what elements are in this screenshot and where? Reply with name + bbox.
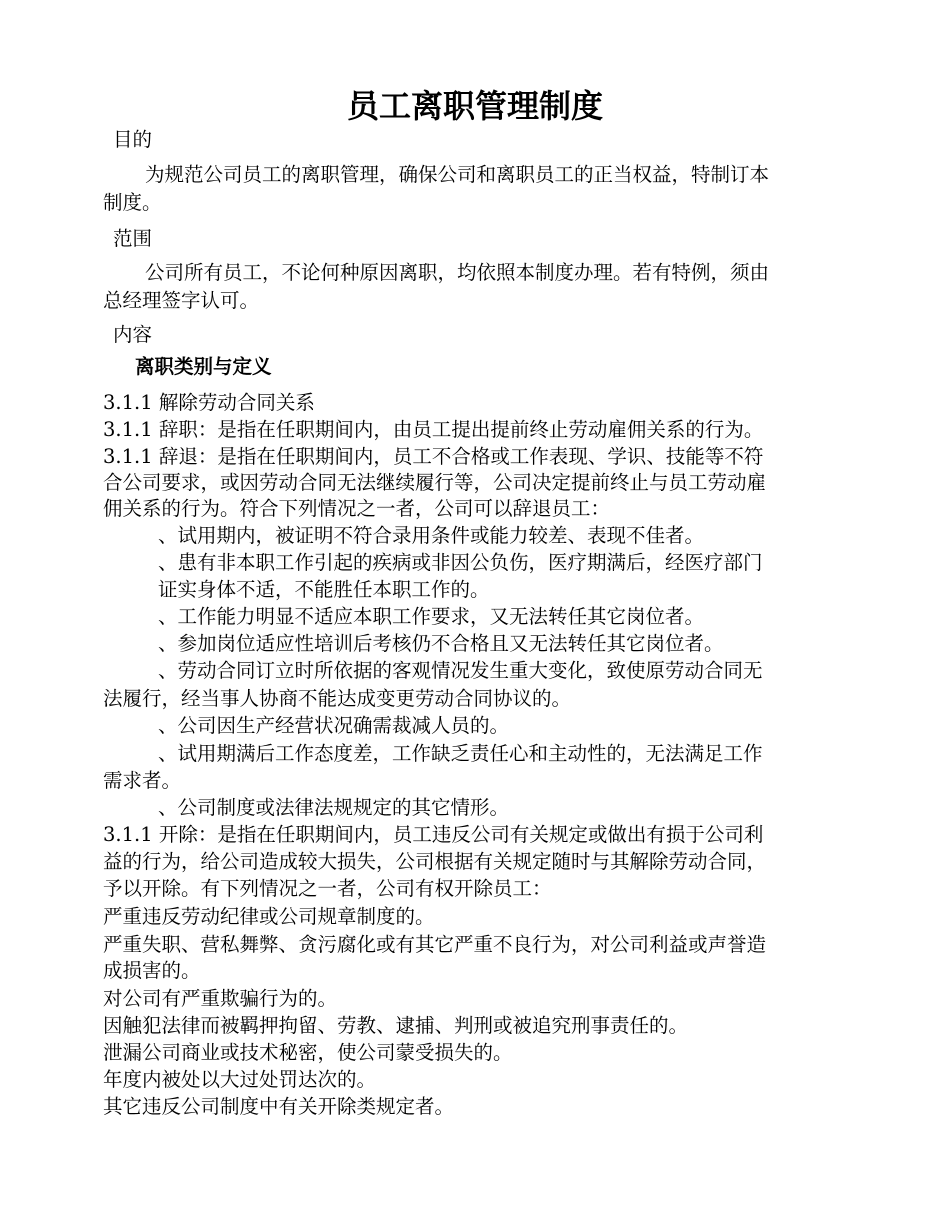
dismissal-item: 、参加岗位适应性培训后考核仍不合格且又无法转任其它岗位者。 bbox=[158, 632, 724, 655]
expulsion-item: 严重违反劳动纪律或公司规章制度的。 bbox=[103, 905, 435, 928]
subheading-separation-types: 离职类别与定义 bbox=[135, 355, 272, 378]
section-heading-content: 内容 bbox=[113, 323, 153, 346]
dismissal-item-continued: 法履行，经当事人协商不能达成变更劳动合同协议的。 bbox=[103, 687, 572, 710]
dismissal-item: 、试用期内，被证明不符合录用条件或能力较差、表现不佳者。 bbox=[158, 524, 705, 547]
dismissal-item-continued: 需求者。 bbox=[103, 769, 182, 792]
scope-line-2: 总经理签字认可。 bbox=[103, 289, 260, 312]
content-line: 3.1.1 解除劳动合同关系 bbox=[103, 391, 315, 414]
dismissal-item-continued: 证实身体不适，不能胜任本职工作的。 bbox=[158, 578, 490, 601]
document-title: 员工离职管理制度 bbox=[346, 87, 603, 125]
content-line: 合公司要求，或因劳动合同无法继续履行等，公司决定提前终止与员工劳动雇 bbox=[103, 471, 767, 494]
expulsion-item-continued: 成损害的。 bbox=[103, 959, 201, 982]
expulsion-item: 严重失职、营私舞弊、贪污腐化或有其它严重不良行为，对公司利益或声誉造 bbox=[103, 933, 767, 956]
content-line: 佣关系的行为。符合下列情况之一者，公司可以辞退员工： bbox=[103, 497, 611, 520]
dismissal-item: 、公司因生产经营状况确需裁减人员的。 bbox=[158, 714, 510, 737]
dismissal-item: 、试用期满后工作态度差，工作缺乏责任心和主动性的，无法满足工作 bbox=[158, 742, 763, 765]
content-line: 3.1.1 辞退：是指在任职期间内，员工不合格或工作表现、学识、技能等不符 bbox=[103, 445, 764, 468]
expulsion-item: 其它违反公司制度中有关开除类规定者。 bbox=[103, 1095, 455, 1118]
dismissal-item: 、工作能力明显不适应本职工作要求，又无法转任其它岗位者。 bbox=[158, 605, 705, 628]
expulsion-item: 因触犯法律而被羁押拘留、劳教、逮捕、判刑或被追究刑事责任的。 bbox=[103, 1014, 689, 1037]
section-heading-purpose: 目的 bbox=[113, 128, 153, 151]
purpose-line-2: 制度。 bbox=[103, 191, 162, 214]
content-line: 3.1.1 辞职：是指在任职期间内，由员工提出提前终止劳动雇佣关系的行为。 bbox=[103, 418, 764, 441]
expulsion-item: 年度内被处以大过处罚达次的。 bbox=[103, 1068, 377, 1091]
dismissal-item: 、公司制度或法律法规规定的其它情形。 bbox=[158, 796, 510, 819]
section-heading-scope: 范围 bbox=[113, 227, 153, 250]
scope-line-1: 公司所有员工，不论何种原因离职，均依照本制度办理。若有特例，须由 bbox=[145, 261, 770, 284]
expulsion-item: 对公司有严重欺骗行为的。 bbox=[103, 987, 338, 1010]
purpose-line-1: 为规范公司员工的离职管理，确保公司和离职员工的正当权益，特制订本 bbox=[145, 163, 770, 186]
dismissal-item: 、患有非本职工作引起的疾病或非因公负伤，医疗期满后，经医疗部门 bbox=[158, 551, 763, 574]
content-line: 益的行为，给公司造成较大损失，公司根据有关规定随时与其解除劳动合同， bbox=[103, 850, 767, 873]
dismissal-item: 、劳动合同订立时所依据的客观情况发生重大变化，致使原劳动合同无 bbox=[158, 659, 763, 682]
content-line: 3.1.1 开除：是指在任职期间内，员工违反公司有关规定或做出有损于公司利 bbox=[103, 823, 764, 846]
expulsion-item: 泄漏公司商业或技术秘密，使公司蒙受损失的。 bbox=[103, 1041, 513, 1064]
content-line: 予以开除。有下列情况之一者，公司有权开除员工： bbox=[103, 877, 552, 900]
